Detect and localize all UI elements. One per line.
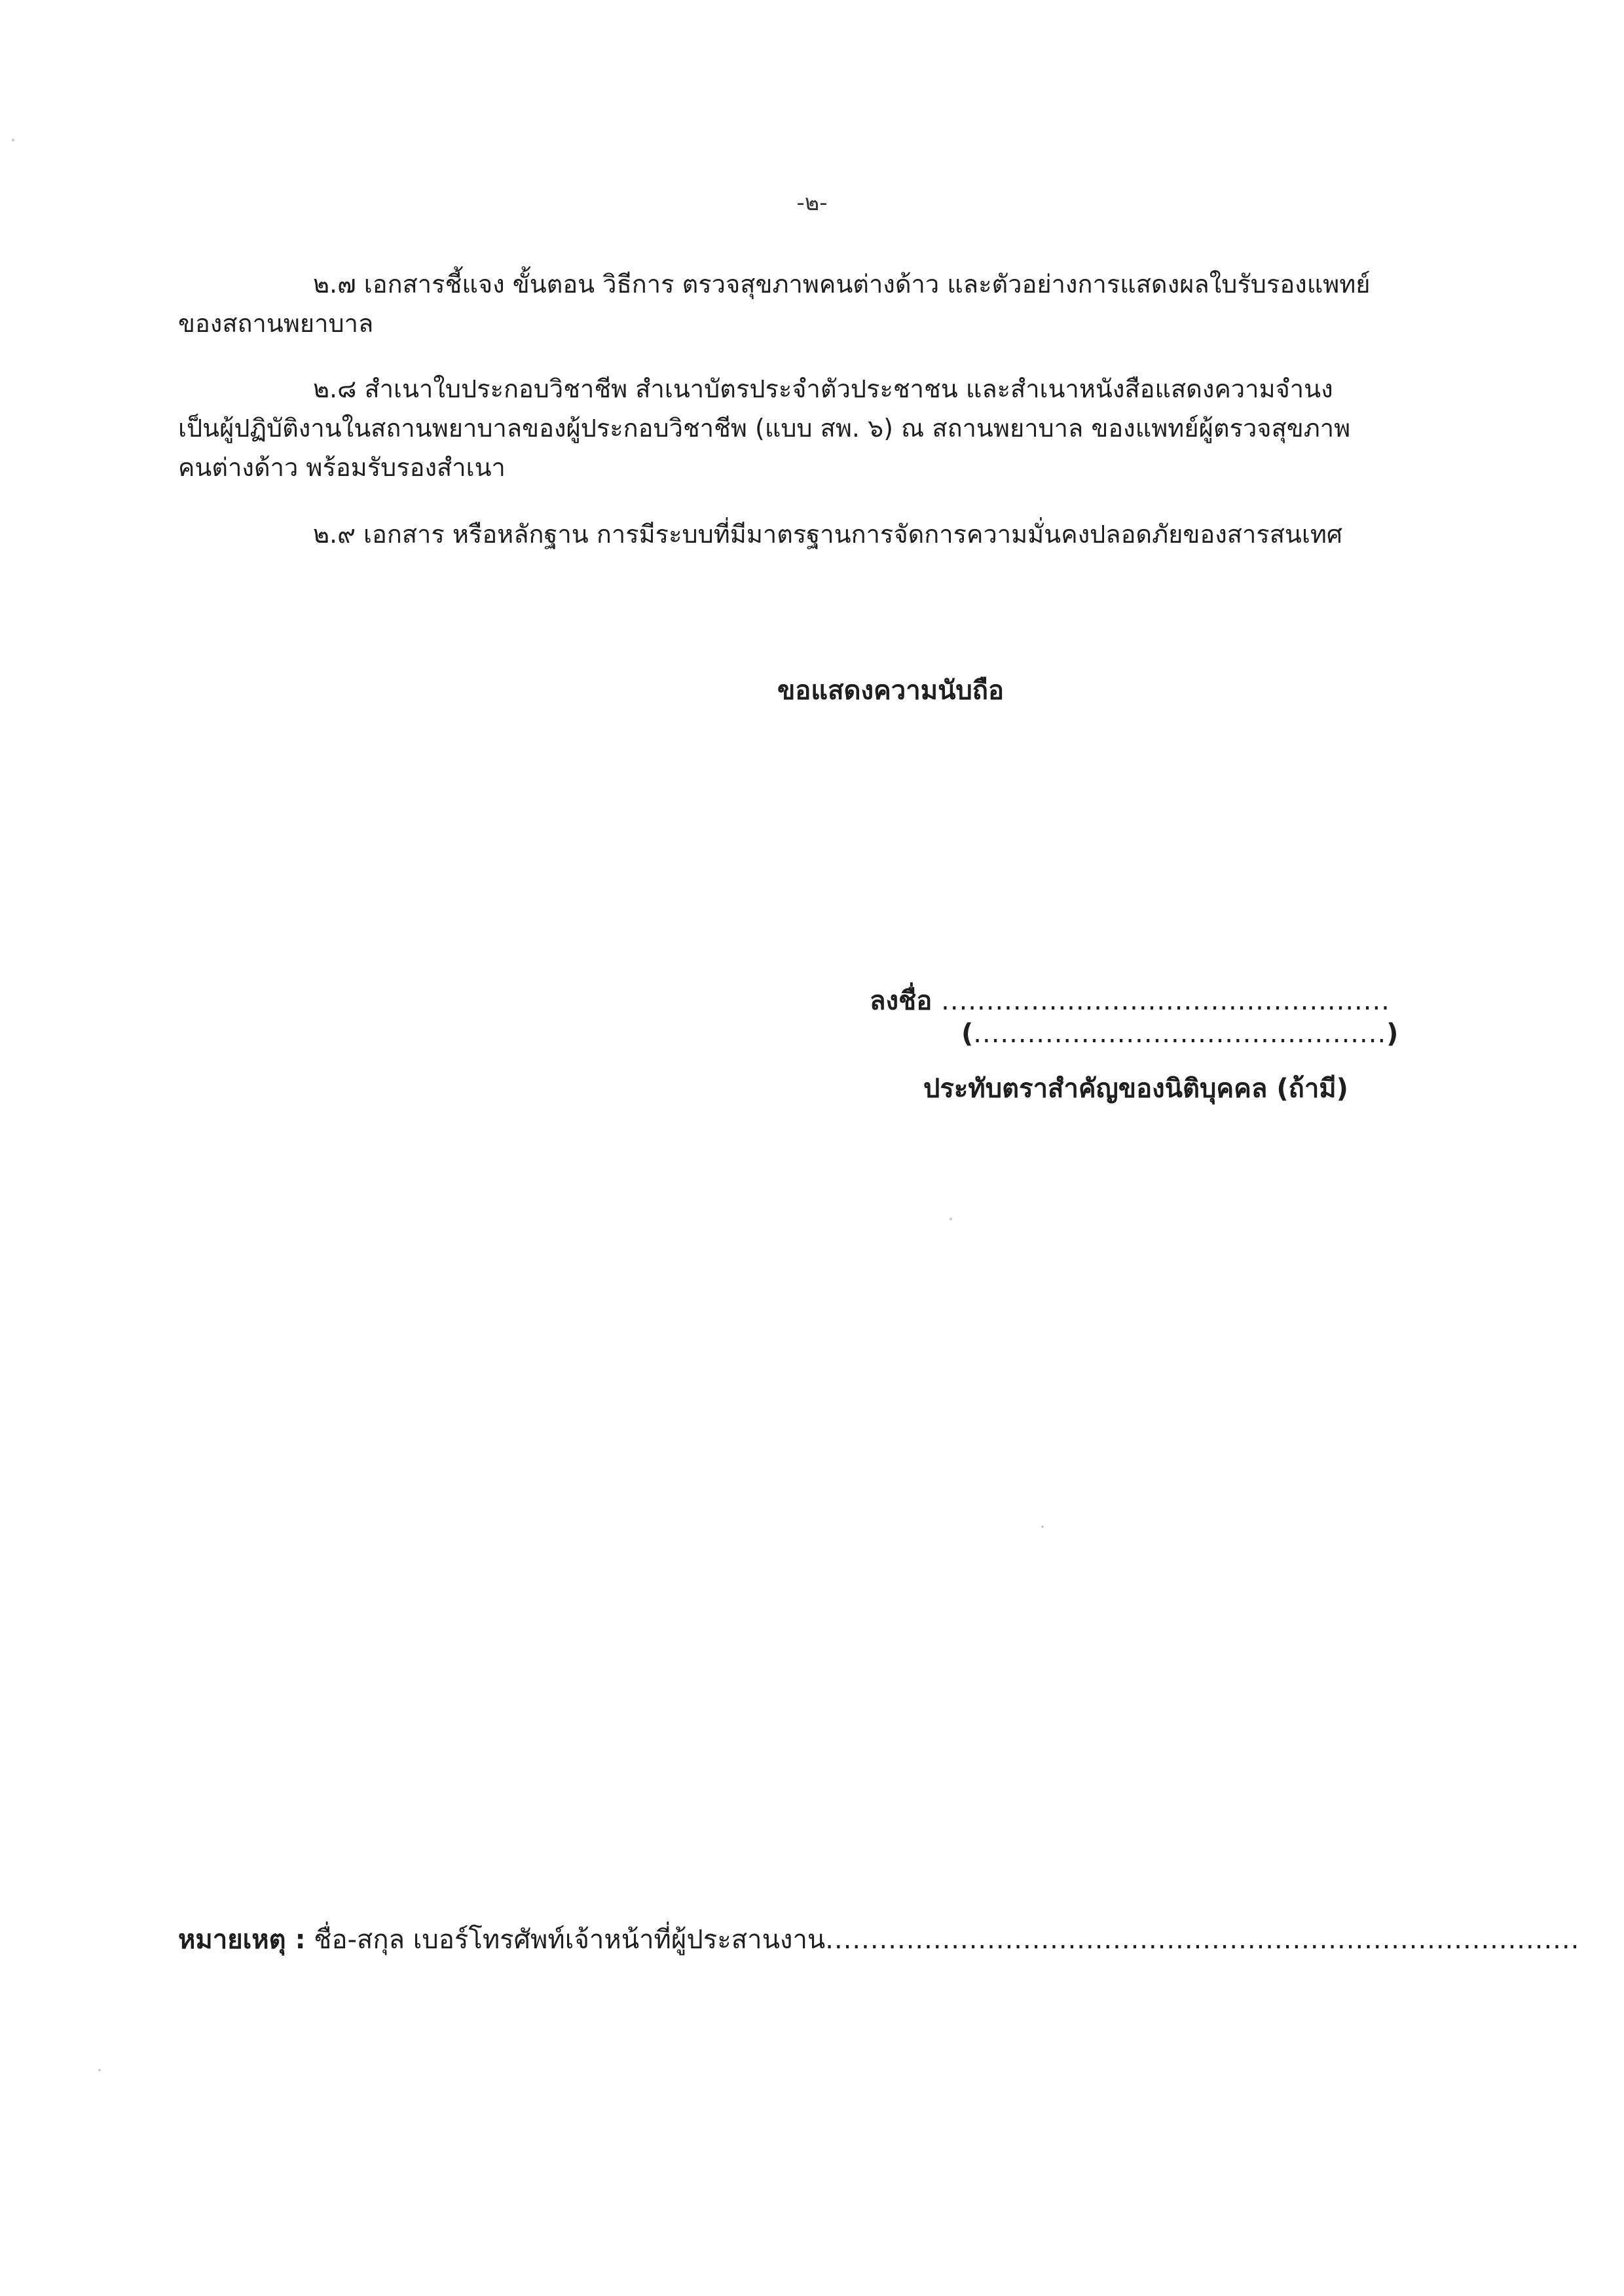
closing-salutation: ขอแสดงความนับถือ [777, 676, 1005, 706]
signature-label: ลงชื่อ [870, 986, 932, 1016]
signature-dots: .................................................. [941, 986, 1390, 1016]
footnote-text: ชื่อ-สกุล เบอร์โทรศัพท์เจ้าหน้าที่ผู้ประสานงาน [314, 1925, 826, 1955]
footnote-label: หมายเหตุ : [178, 1925, 306, 1955]
footnote-dots: .................................................................................... [825, 1925, 1580, 1955]
name-close-paren: ) [1386, 1019, 1399, 1049]
scan-speck [12, 139, 14, 141]
list-item-text: ๒.๘ สำเนาใบประกอบวิชาชีพ สำเนาบัตรประจำตัวประชาชน และสำเนาหนังสือแสดงความจำนง [313, 374, 1333, 403]
list-item-continuation: คนต่างด้าว พร้อมรับรองสำเนา [178, 453, 506, 482]
list-item-2-8 [178, 369, 1501, 487]
list-item-2-7 [178, 264, 1501, 343]
scan-speck [1041, 1525, 1044, 1528]
scan-speck [950, 1218, 952, 1220]
seal-note: ประทับตราสำคัญของนิติบุคคล (ถ้ามี) [923, 1074, 1348, 1104]
list-item-2-9 [178, 515, 1501, 554]
signatory-name-line [961, 1019, 1398, 1049]
page-number: -๒- [796, 190, 828, 216]
list-item-text: ๒.๙ เอกสาร หรือหลักฐาน การมีระบบที่มีมาตรฐานการจัดการความมั่นคงปลอดภัยของสารสนเทศ [313, 520, 1343, 549]
list-item-continuation: ของสถานพยาบาล [178, 309, 374, 338]
scan-speck [98, 2069, 101, 2071]
signature-line [870, 979, 1390, 1021]
list-item-text: ๒.๗ เอกสารชี้แจง ขั้นตอน วิธีการ ตรวจสุขภาพคนต่างด้าว และตัวอย่างการแสดงผลใบรับรองแพทย์ [313, 270, 1371, 299]
name-dots: .............................................. [973, 1019, 1387, 1049]
name-open-paren: ( [961, 1019, 974, 1049]
footnote [178, 1918, 1579, 1960]
list-item-continuation: เป็นผู้ปฏิบัติงานในสถานพยาบาลของผู้ประกอบวิชาชีพ (แบบ สพ. ๖) ณ สถานพยาบาล ของแพทย์ผู้ตรวจสุขภาพ [178, 414, 1351, 443]
